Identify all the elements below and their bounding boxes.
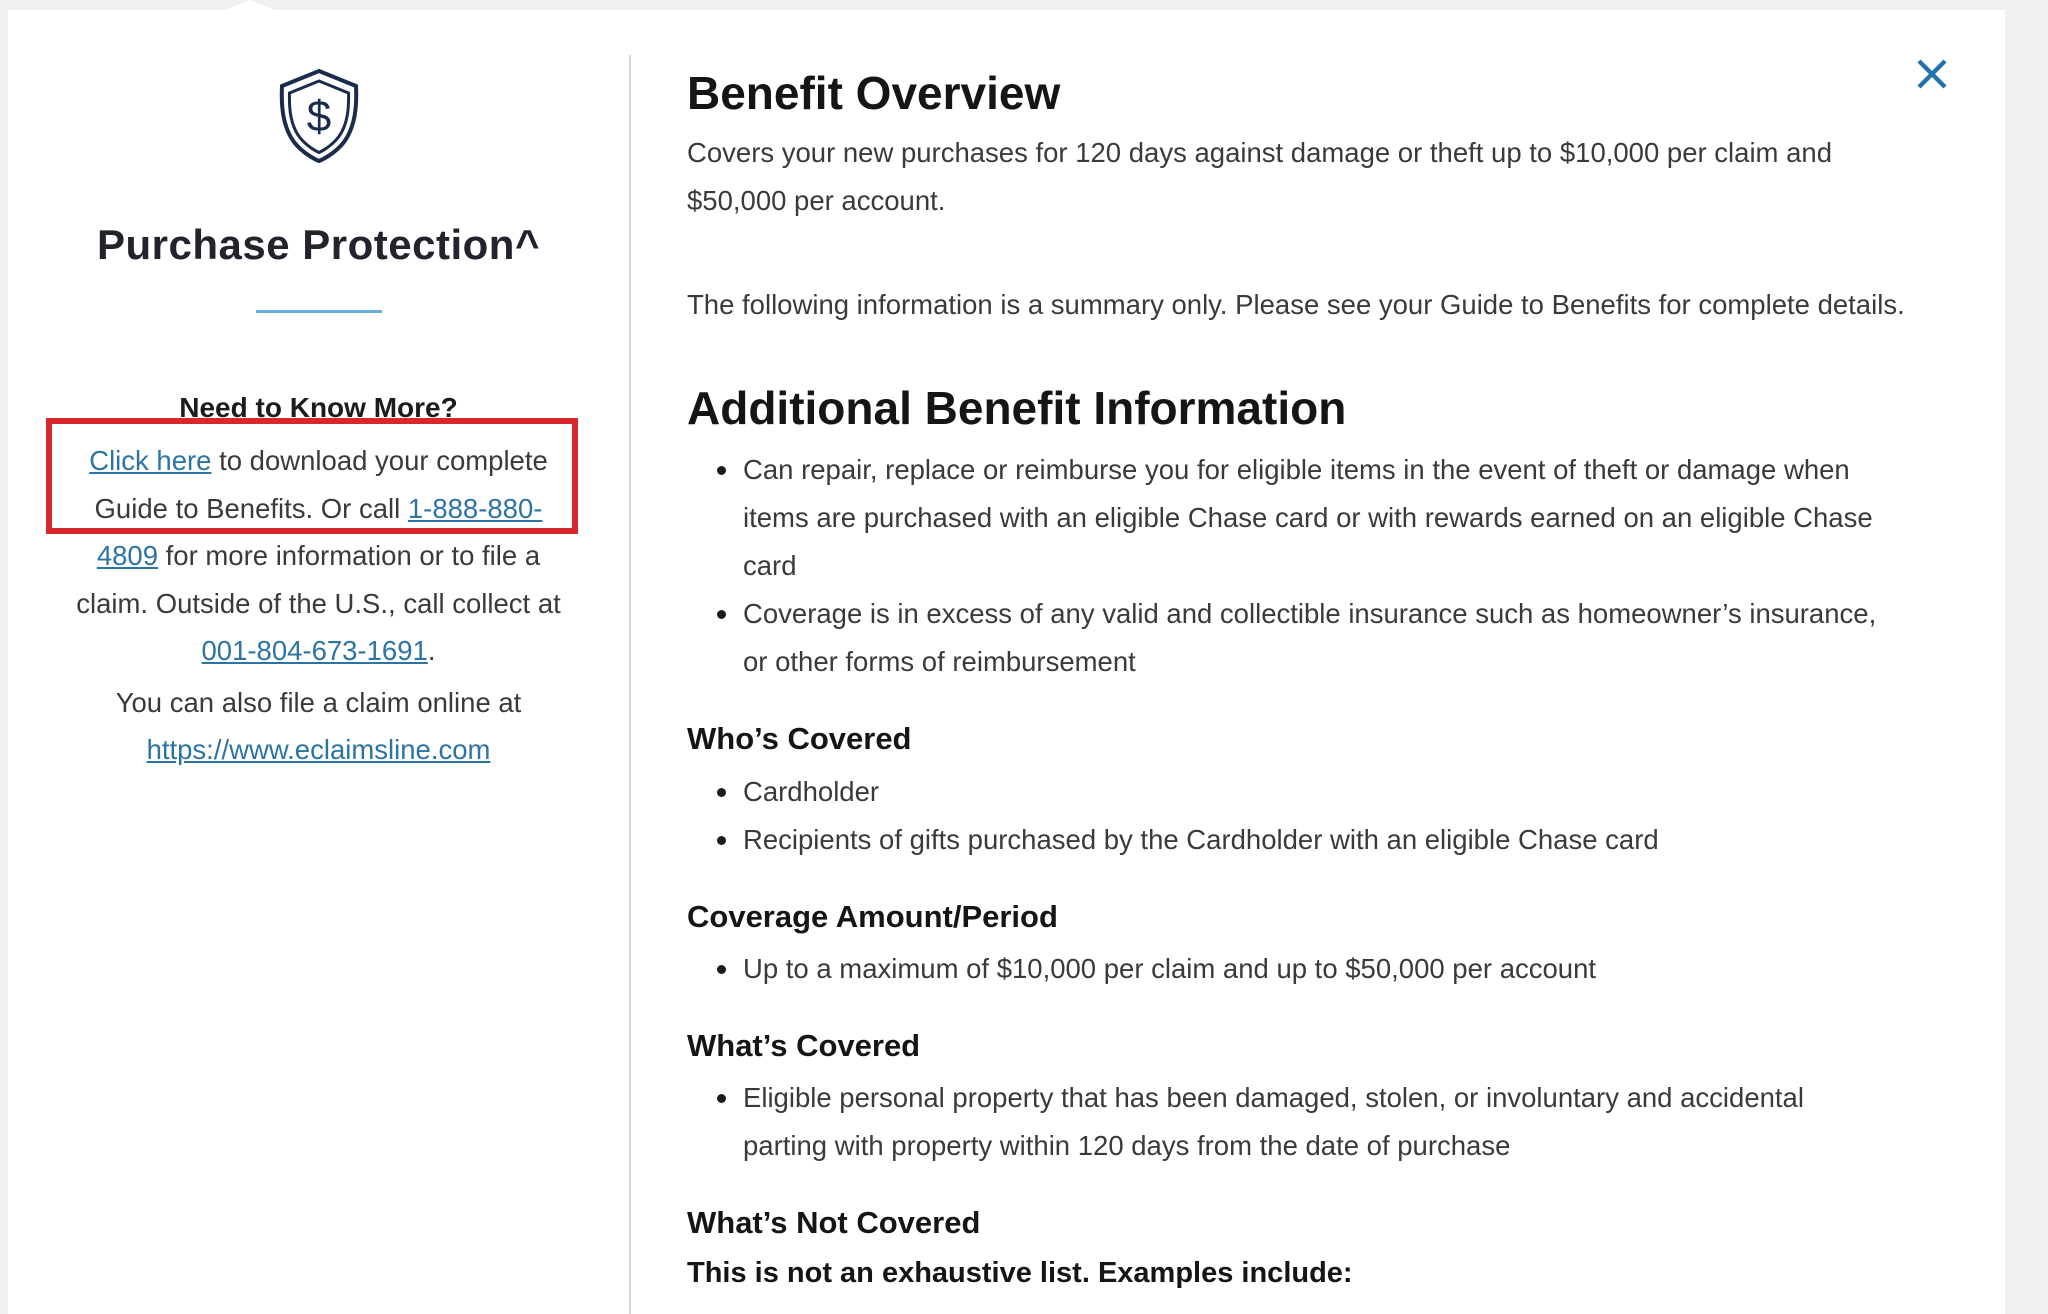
list-item (743, 945, 1879, 993)
close-button[interactable] (1908, 50, 1956, 98)
benefit-title: Purchase Protection^ (97, 221, 540, 268)
bullet-icon (717, 965, 726, 974)
intro-paragraph: Covers your new purchases for 120 days against damage or theft up to $10,000 per claim and $50,000 per account. (687, 137, 1832, 217)
contact-text: . (427, 635, 436, 666)
online-claim-text: You can also file a claim online at (115, 686, 522, 718)
purchase-protection-modal (8, 10, 2005, 1314)
online-claim-paragraph (66, 679, 571, 774)
section-heading: Additional Benefit Information (687, 382, 1347, 435)
shield-dollar-icon (66, 67, 571, 165)
popover-caret-icon (222, 0, 278, 11)
page-title: Benefit Overview (687, 67, 1061, 119)
contact-text: to download your complete Guide to Benefits. Or call (94, 445, 548, 524)
column-divider (629, 55, 631, 1314)
accent-rule (256, 310, 382, 313)
benefit-overview-content (687, 66, 1909, 1293)
bullet-text: Eligible personal property that has been damaged, stolen, or involuntary and accidental parting with property within 120 days from the date of purchase (743, 1081, 1804, 1161)
bullet-list (687, 945, 1909, 993)
bullet-text: Cardholder (743, 775, 880, 807)
bullet-text: Can repair, replace or reimburse you for eligible items in the event of theft or damage when items are purchased with an eligible Chase card or with rewards earned on an eligible Chase card (743, 454, 1873, 582)
us-phone-link[interactable]: 1-888-880-4809 (96, 492, 543, 571)
bullet-icon (717, 466, 726, 475)
svg-text:$: $ (306, 92, 331, 141)
list-item (743, 768, 1879, 816)
bullet-icon (717, 1094, 726, 1103)
need-to-know-heading: Need to Know More? (179, 392, 458, 423)
contact-text: for more information or to file a claim. Outside of the U.S., call collect at (76, 540, 561, 619)
bullet-text: Recipients of gifts purchased by the Cardholder with an eligible Chase card (743, 823, 1659, 855)
section-heading: Who’s Covered (687, 721, 912, 757)
section-heading: What’s Covered (687, 1027, 921, 1063)
summary-note-paragraph: The following information is a summary only. Please see your Guide to Benefits for complete details. (687, 289, 1905, 321)
bullet-list (687, 768, 1909, 864)
note-heading: This is not an exhaustive list. Examples include: (687, 1257, 1353, 1290)
list-item (743, 816, 1879, 864)
list-item (743, 446, 1879, 590)
click-here-link[interactable]: Click here (89, 445, 212, 476)
list-item (743, 590, 1879, 686)
section-heading: What’s Not Covered (687, 1204, 981, 1240)
bullet-text: Coverage is in excess of any valid and collectible insurance such as homeowner’s insurance, or other forms of reimbursement (743, 598, 1877, 678)
bullet-icon (717, 836, 726, 845)
bullet-icon (717, 610, 726, 619)
international-phone-link[interactable]: 001-804-673-1691 (201, 635, 428, 666)
close-x-icon (1912, 54, 1952, 94)
section-heading: Coverage Amount/Period (687, 898, 1058, 934)
bullet-list (687, 446, 1909, 686)
bullet-list (687, 1074, 1909, 1170)
list-item (743, 1074, 1879, 1170)
eclaimsline-link[interactable]: https://www.eclaimsline.com (146, 734, 491, 765)
contact-paragraph (66, 437, 571, 675)
bullet-icon (717, 788, 726, 797)
bullet-text: Up to a maximum of $10,000 per claim and up to $50,000 per account (743, 952, 1597, 984)
main-sections (687, 381, 1909, 1293)
benefit-sidebar (8, 10, 629, 1314)
